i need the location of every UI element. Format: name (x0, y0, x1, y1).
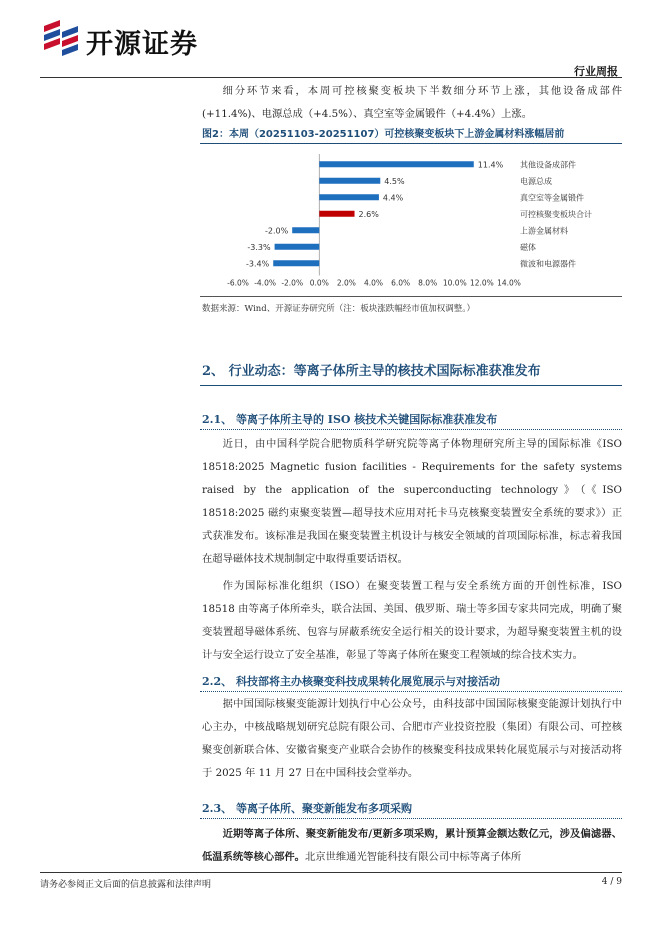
section-heading: 2、 行业动态：等离子体所主导的核技术国际标准获准发布 (202, 364, 541, 379)
intro-paragraph (202, 80, 622, 126)
subsection-2-2-heading: 2.2、 科技部将主办核聚变科技成果转化展览展示与对接活动 (202, 675, 500, 688)
figure-top-rule (200, 143, 622, 144)
bar (275, 244, 320, 250)
x-tick-label: 12.0% (469, 278, 494, 288)
data-label: 2.6% (358, 209, 379, 219)
subsection-2-2-body (202, 693, 622, 785)
data-label: -3.3% (247, 242, 271, 252)
bar (319, 211, 354, 217)
footer-divider (40, 872, 622, 873)
bar (319, 194, 379, 200)
subsection-2-1-heading: 2.1、 等离子体所主导的 ISO 核技术关键国际标准获准发布 (202, 413, 498, 426)
subsection-2-3-body (202, 823, 622, 869)
paragraph (202, 823, 622, 869)
subsection-rule (200, 691, 622, 692)
header-divider (40, 77, 622, 78)
subsection-rule (200, 818, 622, 819)
section-rule (200, 385, 622, 386)
x-tick-label: 10.0% (442, 278, 467, 288)
figure-title: 图2：本周（20251103-20251107）可控核聚变板块下上游金属材料涨幅居前 (202, 129, 565, 140)
bar (292, 227, 319, 233)
category-label: 微波和电源器件 (520, 259, 576, 269)
paragraph: 据中国国际核聚变能源计划执行中心公众号，由科技部中国国际核聚变能源计划执行中心主办，中核战略规划研究总院有限公司、合肥市产业投资控股（集团）有限公司、可控核聚变创新联合体、安徽省聚变产业联合会协作的核聚变科技成果转化展览展示与对接活动将于 2025 年 11 月 27 日在中国科技会堂举办。 (202, 698, 622, 779)
x-tick-label: 14.0% (497, 278, 521, 288)
bar (273, 260, 319, 266)
footer-disclaimer: 请务必参阅正文后面的信息披露和法律声明 (40, 880, 212, 890)
figure-bottom-rule (200, 296, 622, 297)
x-tick-label: 8.0% (418, 278, 438, 288)
paragraph-rest: 北京世维通光智能科技有限公司中标等离子体所 (304, 851, 522, 863)
category-label: 上游金属材料 (520, 226, 568, 236)
page-number: 4 / 9 (601, 877, 622, 887)
category-label: 可控核聚变板块合计 (520, 209, 592, 219)
data-label: 11.4% (477, 160, 504, 170)
data-label: -3.4% (246, 259, 270, 269)
paragraph: 作为国际标准化组织（ISO）在聚变装置工程与安全系统方面的开创性标准，ISO 18518 由等离子体所牵头，联合法国、美国、俄罗斯、瑞士等多国专家共同完成，明确了聚变装置超导磁体系统、包容与屏蔽系统安全运行相关的设计要求，为超导聚变装置主机的设计与安全运行设立了安全基准，彰显了等离子体所在聚变工程领域的综合技术实力。 (202, 580, 622, 661)
paragraph: 近日，由中国科学院合肥物质科学研究院等离子体物理研究所主导的国际标准《ISO 18518:2025 Magnetic fusion facilities - Requirements for the safety systems raised by the application of the superconducting technology》（《ISO 18518:2025 磁约束聚变装置—超导技术应用对托卡马克核聚变装置安全系统的要求》）正式获准发布。该标准是我国在聚变装置主机设计与核安全领域的首项国际标准，标志着我国在超导磁体技术规制制定中取得重要话语权。 (202, 438, 622, 565)
subsection-2-3-heading: 2.3、 等离子体所、聚变新能发布多项采购 (202, 802, 412, 815)
category-label: 真空室等金属锻件 (520, 193, 584, 203)
figure-source: 数据来源：Wind、开源证券研究所（注：板块涨跌幅经市值加权调整。） (202, 304, 475, 314)
x-tick-label: -6.0% (227, 278, 249, 288)
subsection-rule (200, 429, 622, 430)
data-label: 4.5% (384, 176, 405, 186)
x-tick-label: -2.0% (281, 278, 304, 288)
x-tick-label: -4.0% (254, 278, 276, 288)
company-logo (40, 18, 84, 58)
category-label: 电源总成 (520, 176, 552, 186)
x-tick-label: 4.0% (363, 278, 384, 288)
data-label: 4.4% (382, 193, 404, 203)
x-tick-label: 6.0% (391, 278, 411, 288)
category-label: 磁体 (520, 242, 536, 252)
intro-text: 细分环节来看，本周可控核聚变板块下半数细分环节上涨，其他设备成部件(+11.4%)、电源总成（+4.5%）、真空室等金属锻件（+4.4%）上涨。 (202, 85, 622, 120)
data-label: -2.0% (264, 226, 289, 236)
bold-lead: 近期等离子体所、聚变新能发布/更新多项采购，累计预算金额达数亿元，涉及偏滤器、低温系统等核心部件。 (202, 828, 622, 863)
bar (319, 161, 473, 167)
category-label: 其他设备成部件 (520, 160, 576, 170)
report-type: 行业周报 (574, 65, 618, 78)
company-name: 开源证券 (86, 29, 198, 60)
bar (319, 178, 380, 184)
x-tick-label: 2.0% (336, 278, 356, 288)
x-tick-label: 0.0% (309, 278, 329, 288)
subsection-2-1-body (202, 433, 622, 667)
bar-chart (200, 148, 622, 296)
